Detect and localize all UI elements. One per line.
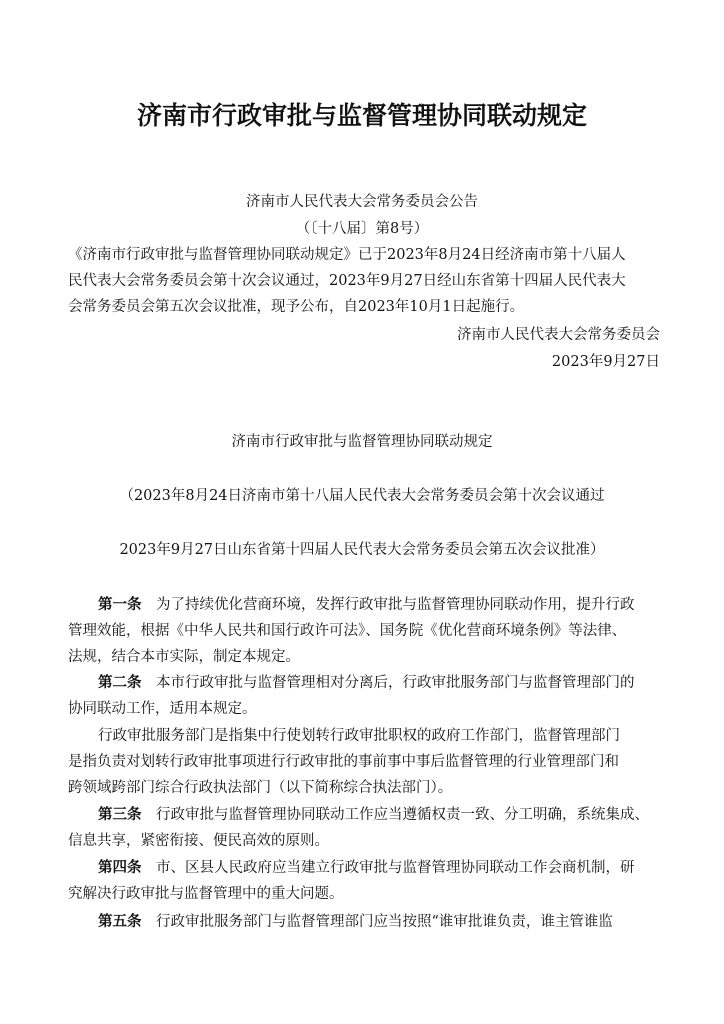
article-3-label: 第三条 bbox=[98, 807, 142, 823]
announcement-line-2: 民代表大会常务委员会第十次会议通过，2023年9月27日经山东省第十四届人民代表大 bbox=[68, 273, 626, 289]
article-3-line-2: 信息共享，紧密衔接、便民高效的原则。 bbox=[68, 833, 329, 849]
article-1-line-3: 法规，结合本市实际，制定本规定。 bbox=[68, 649, 300, 665]
announcement-number: （〔十八届〕第8号） bbox=[295, 221, 429, 237]
announcement-issuer: 济南市人民代表大会常务委员会公告 bbox=[246, 194, 478, 210]
adoption-note-2: 2023年9月27日山东省第十四届人民代表大会常务委员会第五次会议批准） bbox=[119, 542, 605, 558]
announcement-line-1: 《济南市行政审批与监督管理协同联动规定》已于2023年8月24日经济南市第十八届人 bbox=[68, 247, 626, 263]
article-3-first-line bbox=[98, 805, 649, 825]
article-4-text: 市、区县人民政府应当建立行政审批与监督管理协同联动工作会商机制，研 bbox=[156, 860, 635, 876]
law-subtitle: 济南市行政审批与监督管理协同联动规定 bbox=[231, 434, 493, 450]
article-2-para-2-line-3: 跨领域跨部门综合行政执法部门（以下简称综合执法部门）。 bbox=[68, 780, 453, 796]
announcement-date: 2023年9月27日 bbox=[551, 354, 660, 370]
article-4-first-line bbox=[98, 858, 635, 878]
article-2-first-line bbox=[98, 673, 635, 693]
article-5-first-line bbox=[98, 912, 613, 932]
article-4-label: 第四条 bbox=[98, 860, 142, 876]
article-1-label: 第一条 bbox=[98, 597, 142, 613]
article-4-line-2: 究解决行政审批与监督管理中的重大问题。 bbox=[68, 886, 344, 902]
article-1-first-line bbox=[98, 595, 635, 615]
article-3-text: 行政审批与监督管理协同联动工作应当遵循权责一致、分工明确，系统集成、 bbox=[156, 807, 649, 823]
article-2-line-2: 协同联动工作，适用本规定。 bbox=[68, 701, 257, 717]
article-2-label: 第二条 bbox=[98, 675, 142, 691]
document-title: 济南市行政审批与监督管理协同联动规定 bbox=[136, 101, 587, 130]
adoption-note-1: （2023年8月24日济南市第十八届人民代表大会常务委员会第十次会议通过 bbox=[119, 488, 605, 504]
article-2-para-2-line-2: 是指负责对划转行政审批事项进行行政审批的事前事中事后监督管理的行业管理部门和 bbox=[68, 754, 619, 770]
announcement-signature: 济南市人民代表大会常务委员会 bbox=[457, 327, 660, 343]
article-2-para-2-first-line: 行政审批服务部门是指集中行使划转行政审批职权的政府工作部门，监督管理部门 bbox=[98, 728, 620, 744]
article-1-text: 为了持续优化营商环境，发挥行政审批与监督管理协同联动作用，提升行政 bbox=[156, 597, 635, 613]
article-5-label: 第五条 bbox=[98, 914, 142, 930]
article-2-text: 本市行政审批与监督管理相对分离后，行政审批服务部门与监督管理部门的 bbox=[156, 675, 635, 691]
article-5-text: 行政审批服务部门与监督管理部门应当按照“谁审批谁负责，谁主管谁监 bbox=[156, 914, 613, 930]
announcement-line-3: 会常务委员会第五次会议批准，现予公布，自2023年10月1日起施行。 bbox=[68, 299, 525, 315]
article-1-line-2: 管理效能，根据《中华人民共和国行政许可法》、国务院《优化营商环境条例》等法律、 bbox=[68, 623, 627, 639]
